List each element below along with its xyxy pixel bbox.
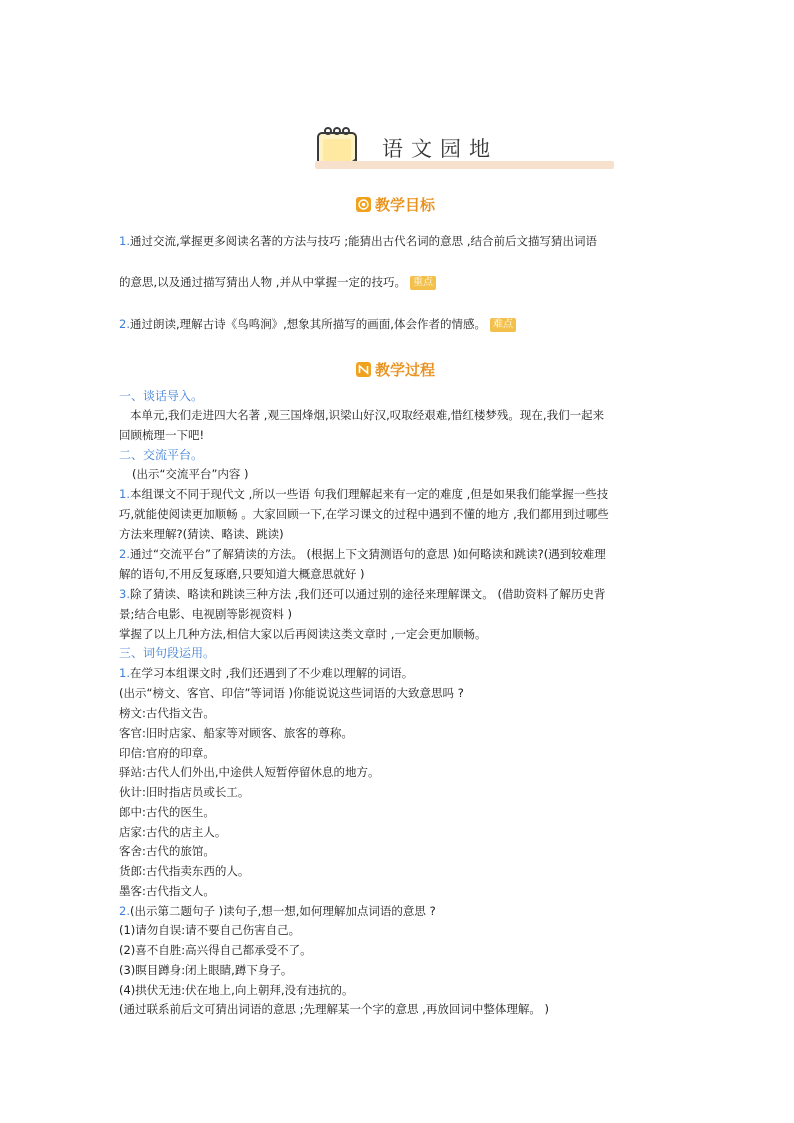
goals-header	[356, 193, 435, 215]
section-2-item-1-line-1	[119, 486, 608, 502]
section-2-item-1-text-1: 本组课文不同于现代文 ,所以一些语 句我们理解起来有一定的难度 ,但是如果我们能掌握一些技	[129, 487, 609, 501]
section-2-summary: 掌握了以上几种方法,相信大家以后再阅读这类文章时 ,一定会更加顺畅。	[119, 627, 487, 641]
section-2-item-2-number: 2.	[119, 547, 130, 561]
section-2-item-2-line-2: 解的语句,不用反复琢磨,只要知道大概意思就好 )	[119, 567, 365, 581]
section-3-item-2-number: 2.	[119, 904, 130, 918]
target-icon	[356, 197, 371, 212]
section-3-item-1-text-1: 在学习本组课文时 ,我们还遇到了不少难以理解的词语。	[129, 666, 414, 680]
section-2-item-1-number: 1.	[119, 487, 130, 501]
goal-2-number: 2.	[119, 317, 130, 331]
section-2-note: (出示“交流平台”内容 )	[132, 467, 249, 481]
word-definition: 榜文:古代指文告。	[119, 706, 215, 720]
goal-1-text-1: 通过交流,掌握更多阅读名著的方法与技巧 ;能猜出古代名词的意思 ,结合前后文描写猜出词语	[129, 234, 597, 248]
word-definition: 郎中:古代的医生。	[119, 805, 215, 819]
section-3-item-2-note: (通过联系前后文可猜出词语的意思 ;先理解某一个字的意思 ,再放回词中整体理解。 )	[119, 1002, 549, 1016]
process-icon	[356, 362, 371, 377]
goal-1-line-1	[119, 233, 597, 249]
word-definition: 墨客:古代指文人。	[119, 884, 215, 898]
section-2-item-2-text-1: 通过“交流平台”了解猜读的方法。 (根据上下文猜测语句的意思 )如何略读和跳读?(遇到较难理	[129, 547, 606, 561]
section-3-item-1-line-2: (出示“榜文、客官、印信”等词语 )你能说说这些词语的大致意思吗 ?	[119, 686, 464, 700]
goal-2-text: 通过朗读,理解古诗《鸟鸣涧》,想象其所描写的画面,体会作者的情感。	[129, 317, 486, 331]
section-3-item-2-line-1	[119, 903, 436, 919]
phrase-explanation: (2)喜不自胜:高兴得自己都承受不了。	[119, 943, 312, 957]
word-definition: 驿站:古代人们外出,中途供人短暂停留休息的地方。	[119, 765, 380, 779]
section-2-item-3-line-1	[119, 586, 605, 602]
word-definition: 货郎:古代指卖东西的人。	[119, 864, 250, 878]
section-1-para-2: 回顾梳理一下吧!	[119, 428, 205, 442]
process-header-label: 教学过程	[375, 360, 436, 379]
section-2-item-3-text-1: 除了猜读、略读和跳读三种方法 ,我们还可以通过别的途径来理解课文。 (借助资料了解历史背	[129, 587, 606, 601]
word-definition: 印信:官府的印章。	[119, 746, 215, 760]
phrase-explanation: (1)请勿自误:请不要自己伤害自己。	[119, 923, 301, 937]
goal-2	[119, 316, 516, 332]
section-1-title: 一、谈话导入。	[119, 389, 204, 403]
page-title: 语文园地	[382, 137, 498, 161]
goal-1-line-2	[119, 274, 436, 290]
word-definition: 客官:旧时店家、船家等对顾客、旅客的尊称。	[119, 726, 353, 740]
key-point-badge: 重点	[410, 276, 436, 290]
section-2-item-1-line-2: 巧,就能使阅读更加顺畅 。大家回顾一下,在学习课文的过程中遇到不懂的地方 ,我们都用到过哪些	[119, 507, 609, 521]
section-3-item-2-text-1: (出示第二题句子 )读句子,想一想,如何理解加点词语的意思 ?	[129, 904, 436, 918]
section-2-item-2-line-1	[119, 546, 606, 562]
goals-header-label: 教学目标	[375, 195, 436, 214]
title-underline	[315, 161, 614, 169]
process-header	[356, 358, 435, 380]
section-2-title: 二、交流平台。	[119, 448, 204, 462]
phrase-explanation: (3)瞑目蹲身:闭上眼睛,蹲下身子。	[119, 963, 293, 977]
section-3-item-1-line-1	[119, 665, 413, 681]
word-definition: 伙计:旧时指店员或长工。	[119, 785, 250, 799]
word-definition: 客舍:古代的旅馆。	[119, 844, 215, 858]
section-1-para-1: 本单元,我们走进四大名著 ,观三国烽烟,识梁山好汉,叹取经艰难,惜红楼梦残。现在,我们一起来	[130, 408, 605, 422]
section-3-title: 三、词句段运用。	[119, 646, 216, 660]
phrase-explanation: (4)拱伏无违:伏在地上,向上朝拜,没有违抗的。	[119, 983, 354, 997]
difficulty-badge: 难点	[490, 318, 516, 332]
section-3-item-1-number: 1.	[119, 666, 130, 680]
goal-1-number: 1.	[119, 234, 130, 248]
section-2-item-1-line-3: 方法来理解?(猜读、略读、跳读)	[119, 527, 284, 541]
goal-1-text-2: 的意思,以及通过描写猜出人物 ,并从中掌握一定的技巧。	[119, 275, 406, 289]
word-definition: 店家:古代的店主人。	[119, 825, 227, 839]
section-2-item-3-line-2: 景;结合电影、电视剧等影视资料 )	[119, 607, 293, 621]
section-2-item-3-number: 3.	[119, 587, 130, 601]
